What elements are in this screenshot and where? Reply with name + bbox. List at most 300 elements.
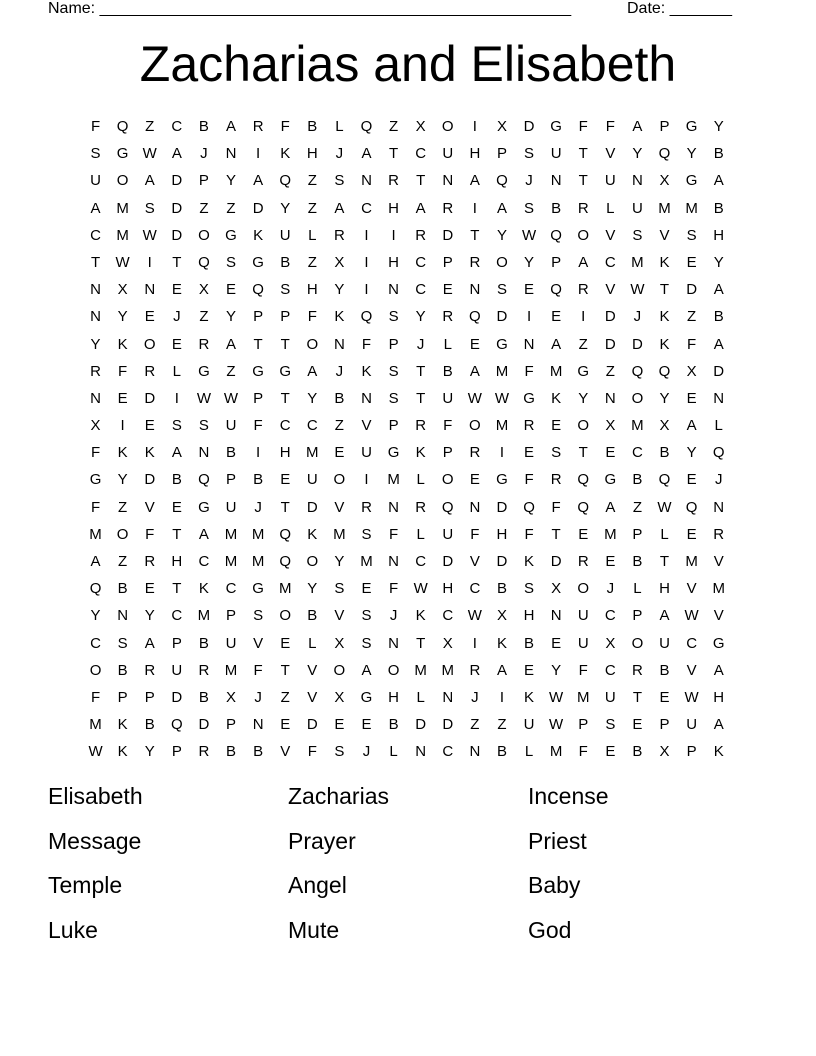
grid-letter: P <box>388 417 399 435</box>
grid-letter: O <box>306 335 319 353</box>
grid-letter: G <box>387 444 400 462</box>
grid-letter: D <box>496 498 508 516</box>
grid-letter: F <box>90 688 101 706</box>
grid-letter: U <box>577 607 589 625</box>
grid-letter: W <box>413 580 428 598</box>
grid-letter: V <box>713 553 724 570</box>
grid-letter: Z <box>118 553 128 570</box>
word-bank-item: Priest <box>528 827 587 854</box>
grid-letter: G <box>116 145 129 163</box>
grid-letter: V <box>280 743 291 761</box>
letter-grid <box>82 113 732 766</box>
grid-letter: N <box>388 553 399 570</box>
grid-letter: F <box>388 580 399 598</box>
grid-letter: S <box>388 362 399 380</box>
grid-letter: U <box>442 525 454 543</box>
grid-letter: E <box>334 444 345 462</box>
grid-letter: V <box>605 145 616 163</box>
grid-letter: B <box>280 253 291 271</box>
grid-letter: N <box>442 172 454 190</box>
grid-letter: K <box>361 362 372 380</box>
grid-letter: B <box>198 634 209 652</box>
name-field-line: Name: _____________________________________________________ <box>48 0 572 17</box>
grid-letter: C <box>225 580 237 598</box>
grid-letter: N <box>442 688 454 706</box>
grid-letter: E <box>686 525 697 543</box>
grid-letter: B <box>659 444 670 462</box>
grid-letter: O <box>496 253 508 271</box>
grid-letter: L <box>172 362 181 380</box>
grid-letter: C <box>90 226 101 244</box>
grid-letter: T <box>253 335 263 353</box>
grid-letter: K <box>524 688 535 706</box>
grid-letter: R <box>469 253 481 271</box>
grid-letter: S <box>253 607 264 625</box>
grid-letter: O <box>441 118 454 135</box>
grid-letter: Q <box>279 525 292 543</box>
grid-letter: O <box>577 580 590 598</box>
grid-letter: V <box>605 281 616 299</box>
grid-letter: G <box>712 634 725 652</box>
grid-letter: M <box>549 743 563 761</box>
grid-letter: H <box>171 553 183 570</box>
grid-letter: Q <box>441 498 454 516</box>
word-bank <box>48 778 768 956</box>
grid-letter: Q <box>279 172 292 190</box>
grid-letter: X <box>415 118 426 135</box>
grid-letter: F <box>578 743 588 761</box>
grid-letter: O <box>577 417 590 435</box>
grid-row <box>82 684 732 711</box>
grid-letter: Q <box>523 498 535 516</box>
grid-letter: E <box>226 281 237 299</box>
grid-letter: X <box>334 688 345 706</box>
grid-letter: M <box>495 417 509 435</box>
grid-letter: M <box>604 525 617 543</box>
grid-letter: F <box>551 498 561 516</box>
grid-letter: X <box>686 362 697 380</box>
grid-letter: D <box>442 226 454 244</box>
grid-letter: A <box>578 253 589 271</box>
grid-letter: J <box>471 688 479 706</box>
grid-letter: F <box>307 743 317 761</box>
grid-letter: D <box>713 362 725 380</box>
grid-letter: G <box>252 253 264 271</box>
grid-letter: T <box>578 172 588 190</box>
grid-letter: V <box>334 607 345 625</box>
grid-letter: M <box>251 553 265 570</box>
grid-letter: F <box>578 661 588 679</box>
grid-letter: M <box>414 661 427 679</box>
grid-letter: Y <box>713 253 724 271</box>
grid-letter: D <box>496 553 508 570</box>
grid-letter: G <box>198 498 210 516</box>
grid-letter: I <box>364 471 369 489</box>
grid-letter: K <box>117 716 128 734</box>
grid-letter: Q <box>360 118 373 135</box>
word-bank-item: Elisabeth <box>48 783 143 809</box>
grid-letter: B <box>117 580 128 598</box>
grid-letter: M <box>495 362 509 380</box>
grid-letter: E <box>280 716 291 734</box>
grid-letter: P <box>226 471 237 489</box>
grid-letter: Z <box>632 498 642 516</box>
grid-letter: Z <box>280 688 290 706</box>
grid-letter: L <box>606 199 615 217</box>
grid-letter: J <box>254 498 262 516</box>
grid-letter: B <box>524 634 535 652</box>
grid-letter: P <box>226 716 237 734</box>
grid-letter: U <box>225 634 237 652</box>
grid-letter: H <box>659 580 670 598</box>
grid-letter: X <box>605 417 616 435</box>
grid-letter: P <box>388 335 399 353</box>
grid-letter: Z <box>145 118 155 135</box>
grid-letter: T <box>416 389 426 407</box>
grid-letter: G <box>89 471 102 489</box>
grid-letter: T <box>578 145 588 163</box>
grid-letter: C <box>361 199 372 217</box>
grid-letter: P <box>280 308 291 326</box>
grid-letter: W <box>494 389 510 407</box>
grid-letter: L <box>524 743 534 761</box>
grid-letter: U <box>442 389 454 407</box>
grid-letter: N <box>550 172 562 190</box>
grid-letter: C <box>632 444 643 462</box>
grid-letter: Y <box>686 444 697 462</box>
grid-letter: I <box>499 688 505 706</box>
grid-letter: Y <box>632 145 643 163</box>
grid-letter: I <box>391 226 396 244</box>
grid-letter: S <box>686 226 697 244</box>
grid-letter: M <box>224 661 238 679</box>
grid-letter: I <box>472 199 477 217</box>
grid-letter: T <box>388 145 399 163</box>
grid-letter: H <box>442 580 454 598</box>
grid-letter: W <box>88 743 103 761</box>
grid-row <box>82 113 732 140</box>
grid-letter: R <box>252 118 264 135</box>
grid-letter: E <box>334 716 345 734</box>
grid-letter: O <box>441 471 454 489</box>
word-bank-item: Zacharias <box>288 783 389 809</box>
grid-letter: D <box>171 688 183 706</box>
grid-letter: C <box>90 634 101 652</box>
grid-letter: X <box>117 281 128 299</box>
grid-letter: A <box>713 661 724 679</box>
grid-letter: Z <box>334 417 344 435</box>
grid-letter: V <box>361 417 372 435</box>
grid-letter: N <box>252 716 264 734</box>
grid-letter: I <box>472 634 477 652</box>
grid-letter: M <box>685 199 698 217</box>
grid-letter: S <box>198 417 209 435</box>
grid-letter: Q <box>550 281 562 299</box>
grid-letter: Y <box>551 661 562 679</box>
grid-letter: N <box>388 634 399 652</box>
grid-letter: B <box>253 471 264 489</box>
grid-letter: L <box>308 226 317 244</box>
grid-letter: Z <box>578 335 588 353</box>
grid-letter: O <box>306 553 319 570</box>
grid-letter: V <box>713 607 724 625</box>
grid-letter: W <box>142 226 157 244</box>
grid-letter: C <box>198 553 210 570</box>
grid-letter: Y <box>117 471 128 489</box>
grid-letter: W <box>467 607 482 625</box>
grid-row <box>82 358 732 385</box>
word-bank-item: Angel <box>288 872 347 898</box>
grid-letter: D <box>252 199 264 217</box>
grid-letter: X <box>605 634 616 652</box>
grid-letter: N <box>361 172 372 190</box>
grid-letter: N <box>550 607 562 625</box>
grid-letter: S <box>388 308 399 326</box>
grid-letter: M <box>89 716 102 734</box>
grid-letter: S <box>171 417 182 435</box>
grid-letter: E <box>551 417 562 435</box>
grid-letter: D <box>442 553 454 570</box>
grid-letter: A <box>90 199 101 217</box>
grid-letter: A <box>632 118 643 135</box>
grid-letter: X <box>198 281 209 299</box>
grid-letter: Z <box>226 199 236 217</box>
grid-letter: J <box>254 688 262 706</box>
grid-letter: H <box>713 226 725 244</box>
grid-letter: N <box>632 172 643 190</box>
grid-letter: A <box>496 661 507 679</box>
grid-letter: E <box>469 335 480 353</box>
grid-row <box>82 602 732 629</box>
grid-letter: A <box>713 172 724 190</box>
grid-letter: R <box>415 226 427 244</box>
grid-letter: L <box>714 417 723 435</box>
grid-letter: H <box>306 145 318 163</box>
grid-letter: D <box>550 553 562 570</box>
grid-letter: R <box>577 281 589 299</box>
grid-letter: G <box>496 471 508 489</box>
grid-letter: R <box>469 661 481 679</box>
grid-letter: Z <box>388 118 399 135</box>
grid-letter: H <box>388 253 399 271</box>
grid-letter: S <box>632 226 643 244</box>
grid-letter: O <box>116 172 129 190</box>
grid-letter: M <box>387 471 400 489</box>
grid-letter: G <box>279 362 292 380</box>
grid-letter: M <box>576 688 590 706</box>
grid-letter: B <box>198 118 209 135</box>
grid-letter: N <box>388 498 399 516</box>
grid-letter: M <box>360 553 373 570</box>
grid-letter: G <box>685 172 698 190</box>
grid-letter: F <box>307 308 317 326</box>
grid-letter: Z <box>687 308 697 326</box>
grid-letter: Z <box>470 716 480 734</box>
grid-letter: P <box>144 688 155 706</box>
grid-row <box>82 249 732 276</box>
grid-letter: D <box>306 498 318 516</box>
grid-letter: V <box>686 661 697 679</box>
grid-letter: C <box>171 118 183 135</box>
grid-letter: A <box>226 118 237 135</box>
grid-row <box>82 575 732 602</box>
grid-letter: J <box>714 471 723 489</box>
grid-letter: G <box>496 335 508 353</box>
grid-letter: U <box>442 145 454 163</box>
grid-letter: A <box>659 607 670 625</box>
grid-letter: K <box>496 634 507 652</box>
grid-letter: T <box>172 525 182 543</box>
grid-letter: G <box>252 580 264 598</box>
grid-letter: G <box>225 226 237 244</box>
word-bank-item: God <box>528 916 572 943</box>
grid-letter: C <box>604 253 616 271</box>
grid-letter: K <box>659 253 670 271</box>
grid-letter: I <box>174 389 179 407</box>
grid-letter: D <box>523 118 535 135</box>
grid-letter: D <box>604 335 616 353</box>
grid-letter: D <box>632 335 643 353</box>
grid-letter: N <box>388 281 399 299</box>
grid-letter: F <box>90 118 101 135</box>
grid-letter: G <box>198 362 210 380</box>
grid-letter: F <box>253 661 263 679</box>
page-title: Zacharias and Elisabeth <box>139 36 677 92</box>
grid-letter: Z <box>307 253 317 271</box>
grid-letter: B <box>198 688 209 706</box>
grid-letter: O <box>89 661 102 679</box>
grid-letter: F <box>687 335 697 353</box>
grid-row <box>82 385 732 412</box>
grid-letter: S <box>117 634 128 652</box>
grid-letter: Q <box>577 498 590 516</box>
grid-letter: F <box>253 417 263 435</box>
grid-letter: M <box>712 580 725 598</box>
grid-letter: E <box>524 444 535 462</box>
grid-letter: Q <box>170 716 183 734</box>
grid-letter: J <box>389 607 398 625</box>
grid-letter: K <box>415 607 426 625</box>
grid-letter: A <box>496 199 507 217</box>
grid-letter: S <box>90 145 101 163</box>
grid-letter: R <box>713 525 725 543</box>
grid-letter: R <box>144 362 156 380</box>
grid-letter: Y <box>90 335 101 353</box>
grid-letter: Z <box>199 308 209 326</box>
grid-letter: S <box>361 525 372 543</box>
grid-letter: N <box>415 743 427 761</box>
grid-letter: H <box>388 688 399 706</box>
grid-letter: N <box>144 281 156 299</box>
grid-letter: B <box>253 743 264 761</box>
grid-letter: R <box>144 661 156 679</box>
grid-letter: Z <box>199 199 209 217</box>
grid-row <box>82 140 732 167</box>
grid-letter: F <box>388 525 399 543</box>
grid-letter: R <box>198 743 210 761</box>
grid-letter: K <box>659 335 670 353</box>
grid-letter: U <box>659 634 670 652</box>
grid-row <box>82 276 732 303</box>
grid-letter: E <box>524 281 535 299</box>
grid-letter: X <box>442 634 453 652</box>
grid-letter: L <box>308 634 317 652</box>
grid-letter: X <box>496 607 507 625</box>
grid-letter: F <box>90 444 101 462</box>
grid-letter: J <box>606 580 615 598</box>
grid-letter: C <box>279 417 291 435</box>
grid-letter: Y <box>334 553 345 570</box>
grid-letter: D <box>415 716 427 734</box>
word-bank-item: Mute <box>288 916 340 943</box>
grid-letter: L <box>416 688 425 706</box>
grid-letter: N <box>469 498 481 516</box>
grid-letter: N <box>523 335 535 353</box>
grid-letter: C <box>415 253 427 271</box>
grid-letter: Q <box>658 145 671 163</box>
grid-letter: A <box>90 553 101 570</box>
grid-letter: L <box>633 580 642 598</box>
grid-letter: C <box>171 607 183 625</box>
grid-letter: A <box>551 335 562 353</box>
grid-letter: D <box>604 308 616 326</box>
grid-letter: M <box>251 525 265 543</box>
grid-letter: L <box>416 525 425 543</box>
grid-letter: E <box>686 471 697 489</box>
grid-letter: T <box>280 498 290 516</box>
grid-letter: C <box>686 634 698 652</box>
grid-letter: U <box>604 172 616 190</box>
grid-letter: O <box>469 417 481 435</box>
grid-letter: R <box>198 661 210 679</box>
grid-row <box>82 711 732 738</box>
grid-letter: A <box>713 335 724 353</box>
grid-letter: B <box>442 362 453 380</box>
grid-letter: Q <box>496 172 508 190</box>
grid-letter: R <box>333 226 345 244</box>
grid-letter: W <box>223 389 239 407</box>
grid-letter: P <box>686 743 697 761</box>
grid-letter: G <box>550 118 562 135</box>
grid-letter: U <box>279 226 291 244</box>
grid-letter: I <box>364 281 369 299</box>
grid-letter: E <box>659 688 670 706</box>
grid-letter: U <box>225 498 237 516</box>
grid-letter: X <box>90 417 101 435</box>
grid-letter: O <box>631 634 644 652</box>
grid-letter: T <box>280 335 290 353</box>
grid-letter: S <box>361 634 372 652</box>
word-bank-item: Baby <box>528 872 581 898</box>
grid-letter: T <box>551 525 561 543</box>
grid-letter: E <box>469 471 480 489</box>
grid-letter: L <box>389 743 398 761</box>
grid-letter: P <box>198 172 209 190</box>
grid-letter: Y <box>307 580 318 598</box>
grid-letter: N <box>90 389 101 407</box>
grid-letter: A <box>144 634 155 652</box>
grid-letter: J <box>335 145 344 163</box>
grid-letter: H <box>496 525 508 543</box>
grid-letter: R <box>442 199 454 217</box>
grid-letter: N <box>90 281 101 299</box>
grid-letter: X <box>659 417 670 435</box>
grid-letter: U <box>90 172 101 190</box>
grid-letter: R <box>632 661 643 679</box>
grid-letter: S <box>361 607 372 625</box>
grid-letter: E <box>280 471 291 489</box>
grid-letter: C <box>415 553 427 570</box>
